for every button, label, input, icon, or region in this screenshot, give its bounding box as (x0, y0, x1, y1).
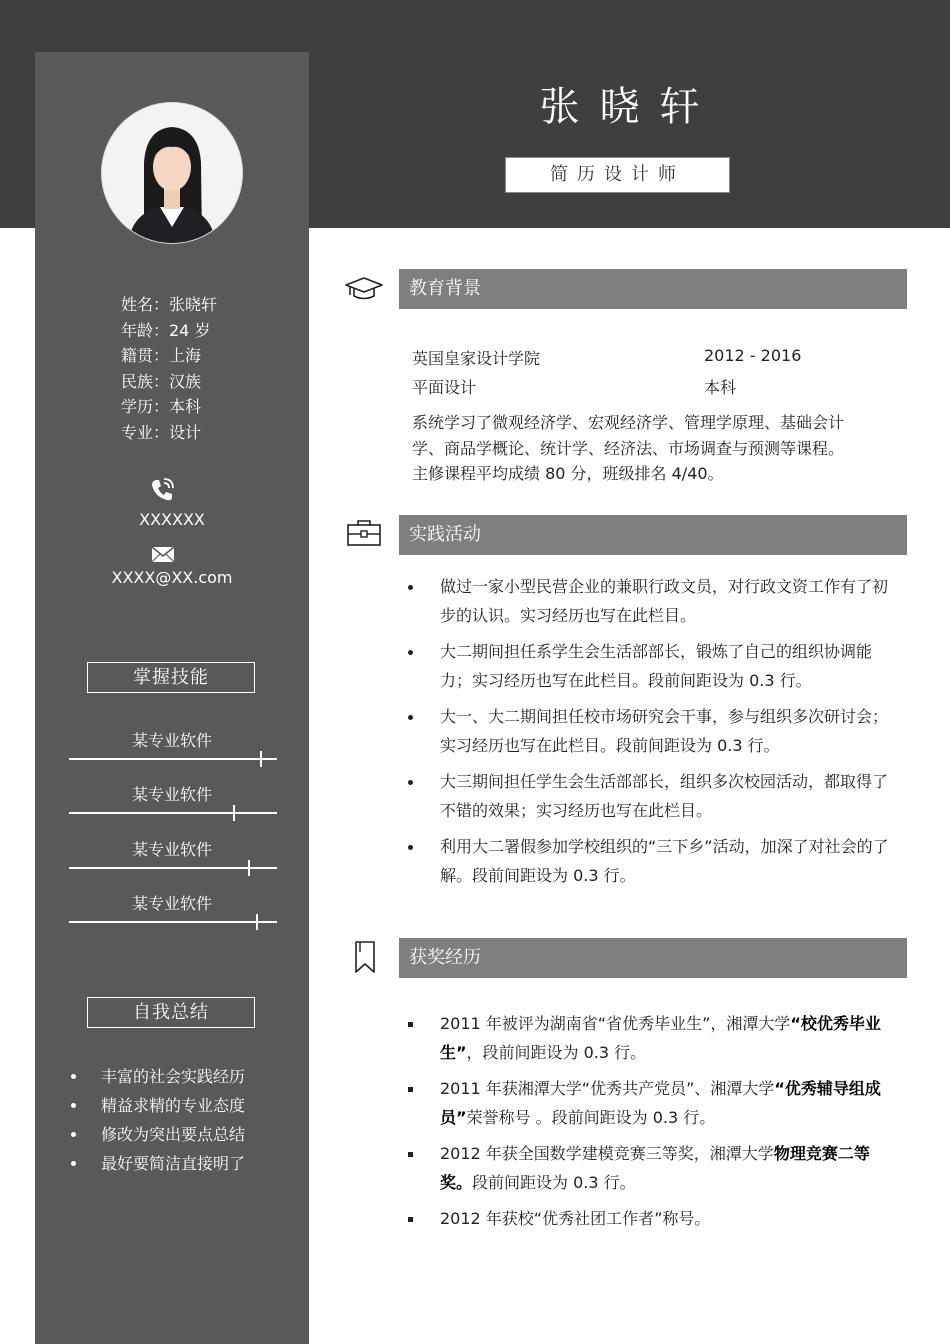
phone-number: XXXXXX (139, 510, 205, 529)
practice-list (406, 572, 896, 897)
award-highlight: “优秀辅导组成员” (440, 1079, 881, 1127)
award-text: 2012 年获校“优秀社团工作者”称号。 (440, 1209, 711, 1228)
bookmark-icon (353, 940, 377, 974)
skill-bar (69, 812, 277, 814)
award-text: 段前间距设为 0.3 行。 (472, 1173, 636, 1192)
skill-level-marker (248, 860, 250, 876)
info-major: 专业：设计 (121, 422, 202, 442)
avatar (101, 102, 243, 244)
skill-level-marker (256, 914, 258, 930)
info-education: 学历：本科 (121, 397, 202, 416)
education-heading: 教育背景 (399, 269, 907, 309)
description-line: 系统学习了微观经济学、宏观经济学、管理学原理、基础会计 (412, 413, 845, 432)
skills-heading: 掌握技能 (87, 662, 255, 693)
briefcase-icon (346, 518, 382, 548)
list-item (406, 1139, 896, 1197)
award-text: ，段前间距设为 0.3 行。 (466, 1043, 647, 1062)
award-text: 2011 年被评为湖南省“省优秀毕业生”，湘潭大学 (440, 1014, 791, 1033)
sidebar (35, 52, 309, 1344)
skill-label: 某专业软件 (131, 785, 212, 804)
awards-heading: 获奖经历 (399, 938, 907, 978)
award-highlight: 物理竞赛二等奖。 (440, 1144, 870, 1192)
award-text: 荣誉称号 。段前间距设为 0.3 行。 (466, 1108, 716, 1127)
info-hometown: 籍贯：上海 (121, 346, 202, 365)
list-item (406, 1204, 896, 1233)
list-item: 做过一家小型民营企业的兼职行政文员，对行政文资工作有了初步的认识。实习经历也写在此栏目。 (406, 572, 896, 630)
degree: 本科 (704, 378, 737, 397)
list-item (406, 1074, 896, 1132)
list-item: 大三期间担任学生会生活部部长，组织多次校园活动，都取得了不错的效果；实习经历也写在此栏目。 (406, 767, 896, 825)
description-line: 学、商品学概论、统计学、经济法、市场调查与预测等课程。 (412, 438, 845, 458)
list-item: 大一、大二期间担任校市场研究会干事，参与组织多次研讨会；实习经历也写在此栏目。段前间距设为 0.3 行。 (406, 702, 896, 760)
personal-info (121, 292, 217, 445)
job-title: 简历设计师 (505, 157, 730, 193)
email-icon (151, 546, 175, 563)
skill-bar (69, 758, 277, 760)
skill-bar (69, 867, 277, 869)
list-item: 修改为突出要点总结 (71, 1120, 245, 1149)
practice-heading: 实践活动 (399, 515, 907, 555)
phone-icon (149, 477, 175, 503)
award-text: 2012 年获全国数学建模竞赛三等奖，湘潭大学 (440, 1144, 774, 1163)
list-item (406, 1009, 896, 1067)
skill-label: 某专业软件 (131, 894, 212, 913)
list-item: 大二期间担任系学生会生活部部长，锻炼了自己的组织协调能力；实习经历也写在此栏目。段前间距设为 0.3 行。 (406, 637, 896, 695)
info-age: 年龄：24 岁 (121, 320, 211, 340)
skill-level-marker (233, 805, 235, 821)
summary-heading: 自我总结 (87, 997, 255, 1028)
page-title: 张晓轩 (539, 84, 720, 130)
skill-label: 某专业软件 (131, 840, 212, 859)
awards-list (406, 1009, 896, 1240)
skill-level-marker (260, 751, 262, 767)
major: 平面设计 (412, 378, 477, 397)
list-item: 利用大二署假参加学校组织的“三下乡”活动，加深了对社会的了解。段前间距设为 0.3 行。 (406, 832, 896, 890)
award-highlight: “校优秀毕业生” (440, 1014, 881, 1062)
graduation-cap-icon (344, 276, 384, 302)
list-item: 精益求精的专业态度 (71, 1091, 245, 1120)
description-line: 主修课程平均成绩 80 分，班级排名 4/40。 (412, 464, 724, 483)
info-ethnicity: 民族：汉族 (121, 371, 202, 391)
school-name: 英国皇家设计学院 (412, 349, 541, 368)
study-years: 2012 - 2016 (704, 346, 802, 365)
info-name: 姓名：张晓轩 (121, 295, 218, 314)
list-item: 最好要简洁直接明了 (71, 1149, 245, 1178)
award-text: 2011 年获湘潭大学“优秀共产党员”、湘潭大学 (440, 1079, 775, 1098)
summary-list (71, 1062, 245, 1178)
list-item: 丰富的社会实践经历 (71, 1062, 245, 1091)
skill-bar (69, 921, 277, 923)
education-description (412, 410, 892, 487)
avatar-photo-icon (102, 103, 242, 243)
skill-label: 某专业软件 (131, 731, 212, 750)
email-address: XXXX@XX.com (111, 568, 233, 587)
